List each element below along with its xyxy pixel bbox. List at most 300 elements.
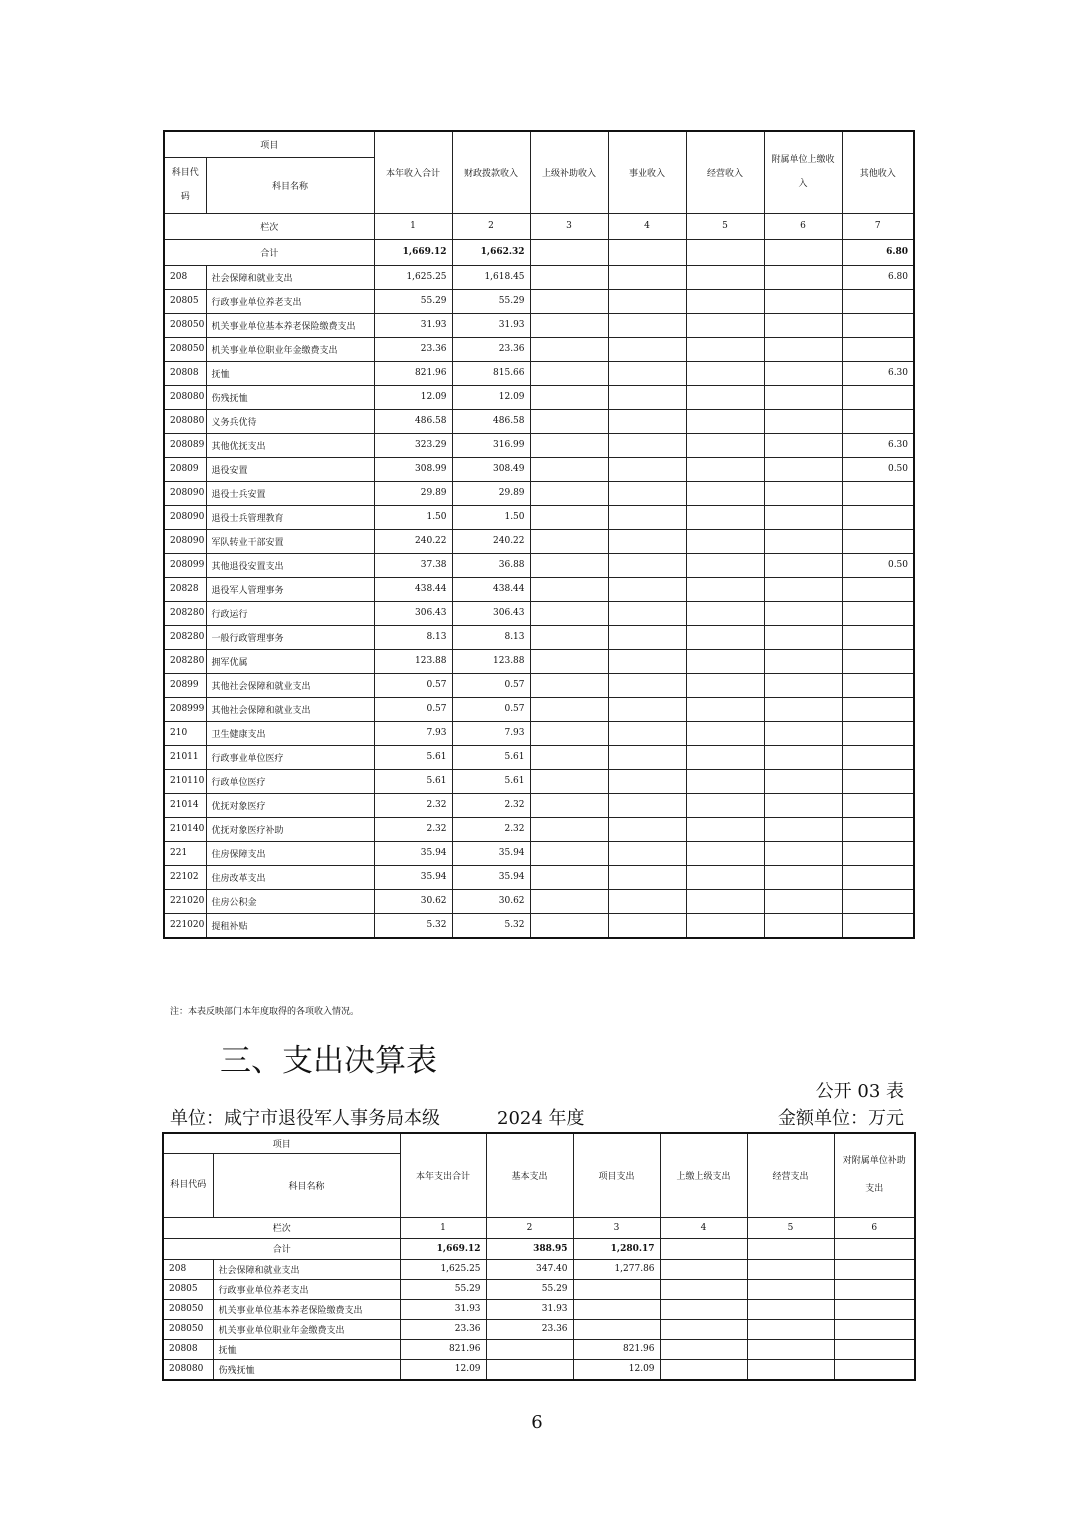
- row-value: 35.94: [374, 865, 452, 889]
- row-value: [573, 1279, 660, 1299]
- row-value-empty: [608, 433, 686, 457]
- row-value-empty: [764, 337, 842, 361]
- row-value: [842, 409, 914, 433]
- row-value: 306.43: [452, 601, 530, 625]
- row-value-empty: [764, 649, 842, 673]
- row-value-empty: [686, 865, 764, 889]
- row-value: 821.96: [573, 1339, 660, 1359]
- row-value-empty: [764, 553, 842, 577]
- row-name: 住房改革支出: [206, 865, 374, 889]
- row-name: 抚恤: [213, 1339, 400, 1359]
- row-value: [842, 577, 914, 601]
- row-value-empty: [686, 457, 764, 481]
- header-name: 科目名称: [206, 157, 374, 213]
- header-col-6: 对附属单位补助支出: [834, 1133, 915, 1217]
- row-value-empty: [686, 721, 764, 745]
- row-value: 8.13: [374, 625, 452, 649]
- row-name: 伤残抚恤: [206, 385, 374, 409]
- row-name: 机关事业单位基本养老保险缴费支出: [206, 313, 374, 337]
- table-row: [164, 865, 914, 889]
- row-value: 8.13: [452, 625, 530, 649]
- row-value-empty: [608, 769, 686, 793]
- total-value: 388.95: [486, 1238, 573, 1259]
- row-value: [842, 505, 914, 529]
- row-value-empty: [530, 625, 608, 649]
- table-row: [164, 721, 914, 745]
- row-value-empty: [530, 433, 608, 457]
- row-value-empty: [530, 769, 608, 793]
- row-value-empty: [608, 649, 686, 673]
- table-row: [164, 697, 914, 721]
- row-value-empty: [764, 457, 842, 481]
- row-code: 208280: [164, 625, 206, 649]
- table-row: [164, 769, 914, 793]
- row-name: 优抚对象医疗补助: [206, 817, 374, 841]
- row-value-empty: [686, 889, 764, 913]
- table-row: [164, 385, 914, 409]
- table-row: [164, 817, 914, 841]
- row-value: 7.93: [452, 721, 530, 745]
- row-value-empty: [834, 1319, 915, 1339]
- row-value: 12.09: [452, 385, 530, 409]
- table-row: [163, 1299, 915, 1319]
- row-value: [842, 841, 914, 865]
- row-value-empty: [686, 697, 764, 721]
- row-value-empty: [608, 721, 686, 745]
- index-cell: 1: [374, 213, 452, 239]
- index-cell: 6: [834, 1217, 915, 1238]
- header-col-5: 经营支出: [747, 1133, 834, 1217]
- table-row: [164, 481, 914, 505]
- row-value-empty: [834, 1299, 915, 1319]
- row-value: [573, 1299, 660, 1319]
- header-col-4: 事业收入: [608, 131, 686, 213]
- header-name: 科目名称: [213, 1153, 400, 1217]
- expenditure-table: [162, 1132, 916, 1381]
- row-value: 2.32: [374, 817, 452, 841]
- row-value-empty: [608, 793, 686, 817]
- row-value-empty: [608, 457, 686, 481]
- row-value-empty: [530, 289, 608, 313]
- header-code: 科目代码: [163, 1153, 213, 1217]
- row-value-empty: [608, 361, 686, 385]
- row-code: 208089: [164, 433, 206, 457]
- row-value-empty: [608, 505, 686, 529]
- row-value: [842, 337, 914, 361]
- row-value: 5.32: [374, 913, 452, 938]
- row-value: [842, 697, 914, 721]
- row-value-empty: [747, 1359, 834, 1380]
- row-value-empty: [686, 529, 764, 553]
- row-value: 308.99: [374, 457, 452, 481]
- row-code: 208090: [164, 481, 206, 505]
- table-row: [164, 649, 914, 673]
- row-name: 提租补贴: [206, 913, 374, 938]
- row-value-empty: [686, 841, 764, 865]
- total-value: 1,669.12: [374, 239, 452, 265]
- row-value-empty: [608, 817, 686, 841]
- row-value: [842, 481, 914, 505]
- table-row: [164, 337, 914, 361]
- row-value: 31.93: [452, 313, 530, 337]
- row-value: 31.93: [374, 313, 452, 337]
- row-value-empty: [686, 769, 764, 793]
- table-row: [164, 361, 914, 385]
- row-value-empty: [686, 289, 764, 313]
- row-value: 37.38: [374, 553, 452, 577]
- table-row: [164, 793, 914, 817]
- table-row: [164, 409, 914, 433]
- row-value: 1.50: [374, 505, 452, 529]
- table-row: [164, 913, 914, 938]
- row-value-empty: [686, 313, 764, 337]
- row-code: 221: [164, 841, 206, 865]
- row-value-empty: [686, 553, 764, 577]
- row-value-empty: [764, 289, 842, 313]
- row-name: 退役士兵安置: [206, 481, 374, 505]
- index-cell: 4: [660, 1217, 747, 1238]
- row-value: 6.30: [842, 433, 914, 457]
- row-code: 208099: [164, 553, 206, 577]
- row-value-empty: [608, 385, 686, 409]
- index-cell: 5: [747, 1217, 834, 1238]
- table-row: [164, 553, 914, 577]
- row-value: 29.89: [374, 481, 452, 505]
- row-value-empty: [530, 673, 608, 697]
- row-code: 21014: [164, 793, 206, 817]
- page-number: 6: [531, 1412, 543, 1433]
- row-value: 55.29: [486, 1279, 573, 1299]
- row-value: 2.32: [452, 817, 530, 841]
- row-value-empty: [608, 745, 686, 769]
- row-name: 抚恤: [206, 361, 374, 385]
- row-value-empty: [686, 577, 764, 601]
- table-row: [164, 745, 914, 769]
- row-value-empty: [764, 433, 842, 457]
- row-value-empty: [608, 409, 686, 433]
- row-value: 6.80: [842, 265, 914, 289]
- row-value: 240.22: [452, 529, 530, 553]
- header-col-7: 其他收入: [842, 131, 914, 213]
- row-code: 208080: [163, 1359, 213, 1380]
- row-value-empty: [530, 745, 608, 769]
- row-value: [842, 913, 914, 938]
- row-value-empty: [764, 625, 842, 649]
- row-value: 1,277.86: [573, 1259, 660, 1279]
- table-row: [163, 1319, 915, 1339]
- section-title: 三、支出决算表: [220, 1043, 437, 1079]
- row-name: 其他退役安置支出: [206, 553, 374, 577]
- row-value: 1.50: [452, 505, 530, 529]
- row-code: 208080: [164, 385, 206, 409]
- header-col-2: 基本支出: [486, 1133, 573, 1217]
- total-value: [530, 239, 608, 265]
- row-value: 31.93: [486, 1299, 573, 1319]
- row-code: 21011: [164, 745, 206, 769]
- row-value-empty: [686, 913, 764, 938]
- row-name: 优抚对象医疗: [206, 793, 374, 817]
- total-value: [764, 239, 842, 265]
- row-value-empty: [530, 601, 608, 625]
- row-code: 210140: [164, 817, 206, 841]
- row-value-empty: [764, 313, 842, 337]
- row-value-empty: [686, 625, 764, 649]
- row-value-empty: [764, 529, 842, 553]
- row-value-empty: [608, 577, 686, 601]
- row-value: [842, 673, 914, 697]
- row-value: [842, 529, 914, 553]
- index-cell: 2: [452, 213, 530, 239]
- row-code: 20808: [164, 361, 206, 385]
- index-cell: 2: [486, 1217, 573, 1238]
- row-value: 486.58: [452, 409, 530, 433]
- row-value: [842, 865, 914, 889]
- header-item: 项目: [163, 1133, 400, 1153]
- row-value-empty: [530, 553, 608, 577]
- row-value-empty: [686, 793, 764, 817]
- row-code: 208280: [164, 601, 206, 625]
- row-value: 23.36: [452, 337, 530, 361]
- row-value: 29.89: [452, 481, 530, 505]
- row-value: 5.61: [452, 769, 530, 793]
- row-value-empty: [660, 1259, 747, 1279]
- table-row: [164, 265, 914, 289]
- row-value-empty: [686, 505, 764, 529]
- total-label: 合计: [163, 1238, 400, 1259]
- row-value-empty: [764, 481, 842, 505]
- row-name: 卫生健康支出: [206, 721, 374, 745]
- row-code: 208: [164, 265, 206, 289]
- row-value-empty: [530, 529, 608, 553]
- row-value-empty: [530, 649, 608, 673]
- table-row: [164, 433, 914, 457]
- row-value-empty: [608, 697, 686, 721]
- row-name: 伤残抚恤: [213, 1359, 400, 1380]
- row-value: [842, 769, 914, 793]
- row-value: 5.61: [452, 745, 530, 769]
- year-label: 2024 年度: [497, 1108, 585, 1129]
- row-value-empty: [660, 1319, 747, 1339]
- row-value: 5.61: [374, 769, 452, 793]
- row-value: [573, 1319, 660, 1339]
- table-row: [163, 1359, 915, 1380]
- row-value: 347.40: [486, 1259, 573, 1279]
- row-code: 208: [163, 1259, 213, 1279]
- row-name: 住房公积金: [206, 889, 374, 913]
- row-value: 438.44: [452, 577, 530, 601]
- row-value-empty: [530, 409, 608, 433]
- row-value-empty: [764, 769, 842, 793]
- index-cell: 7: [842, 213, 914, 239]
- row-name: 社会保障和就业支出: [213, 1259, 400, 1279]
- row-name: 拥军优属: [206, 649, 374, 673]
- row-code: 208999: [164, 697, 206, 721]
- row-value: [842, 313, 914, 337]
- total-value: [660, 1238, 747, 1259]
- row-value-empty: [530, 841, 608, 865]
- row-code: 208050: [163, 1319, 213, 1339]
- table-row: [164, 889, 914, 913]
- row-value-empty: [764, 817, 842, 841]
- total-value: [747, 1238, 834, 1259]
- row-value-empty: [834, 1359, 915, 1380]
- row-value-empty: [764, 913, 842, 938]
- row-value-empty: [747, 1319, 834, 1339]
- row-name: 机关事业单位职业年金缴费支出: [213, 1319, 400, 1339]
- row-value: 6.30: [842, 361, 914, 385]
- row-value: 2.32: [452, 793, 530, 817]
- row-value-empty: [834, 1279, 915, 1299]
- row-value: 5.32: [452, 913, 530, 938]
- row-value-empty: [608, 625, 686, 649]
- row-value-empty: [608, 481, 686, 505]
- row-value: 316.99: [452, 433, 530, 457]
- row-value: 0.50: [842, 553, 914, 577]
- row-value-empty: [530, 577, 608, 601]
- total-value: 1,280.17: [573, 1238, 660, 1259]
- row-value-empty: [530, 361, 608, 385]
- row-value-empty: [530, 889, 608, 913]
- row-value: 323.29: [374, 433, 452, 457]
- total-label: 合计: [164, 239, 374, 265]
- row-value-empty: [608, 913, 686, 938]
- index-cell: 5: [686, 213, 764, 239]
- row-value-empty: [686, 337, 764, 361]
- table-row: [164, 577, 914, 601]
- row-value: 12.09: [573, 1359, 660, 1380]
- row-value: 308.49: [452, 457, 530, 481]
- row-name: 其他社会保障和就业支出: [206, 697, 374, 721]
- row-value-empty: [660, 1299, 747, 1319]
- header-code: 科目代码: [164, 157, 206, 213]
- row-name: 军队转业干部安置: [206, 529, 374, 553]
- index-label: 栏次: [164, 213, 374, 239]
- row-value-empty: [530, 865, 608, 889]
- table-row: [164, 601, 914, 625]
- row-name: 其他社会保障和就业支出: [206, 673, 374, 697]
- row-code: 208050: [164, 337, 206, 361]
- row-value-empty: [686, 601, 764, 625]
- row-code: 20808: [163, 1339, 213, 1359]
- row-code: 208080: [164, 409, 206, 433]
- row-value: [842, 601, 914, 625]
- table-row: [164, 673, 914, 697]
- row-value-empty: [747, 1279, 834, 1299]
- row-value-empty: [530, 817, 608, 841]
- row-code: 210110: [164, 769, 206, 793]
- row-code: 210: [164, 721, 206, 745]
- row-value: 821.96: [400, 1339, 486, 1359]
- row-value-empty: [660, 1339, 747, 1359]
- row-value: 35.94: [452, 865, 530, 889]
- row-value: [842, 289, 914, 313]
- row-value-empty: [686, 385, 764, 409]
- total-value: 1,669.12: [400, 1238, 486, 1259]
- index-cell: 1: [400, 1217, 486, 1238]
- total-value: 6.80: [842, 239, 914, 265]
- total-value: [834, 1238, 915, 1259]
- unit-label: 单位：咸宁市退役军人事务局本级: [170, 1108, 440, 1129]
- row-value-empty: [764, 385, 842, 409]
- row-value-empty: [530, 505, 608, 529]
- index-cell: 3: [573, 1217, 660, 1238]
- row-code: 20828: [164, 577, 206, 601]
- row-value: 55.29: [400, 1279, 486, 1299]
- row-value: [486, 1339, 573, 1359]
- money-unit-label: 金额单位：万元: [778, 1108, 904, 1129]
- row-value-empty: [747, 1339, 834, 1359]
- row-value-empty: [686, 673, 764, 697]
- header-col-3: 上级补助收入: [530, 131, 608, 213]
- row-value-empty: [530, 913, 608, 938]
- row-value-empty: [764, 793, 842, 817]
- index-label: 栏次: [163, 1217, 400, 1238]
- total-value: 1,662.32: [452, 239, 530, 265]
- row-value: 0.57: [374, 697, 452, 721]
- row-value-empty: [834, 1339, 915, 1359]
- expenditure-table-body: [163, 1259, 915, 1380]
- row-value-empty: [764, 265, 842, 289]
- table-row: [163, 1339, 915, 1359]
- row-name: 行政事业单位养老支出: [213, 1279, 400, 1299]
- row-value-empty: [530, 337, 608, 361]
- row-value-empty: [747, 1299, 834, 1319]
- header-col-4: 上缴上级支出: [660, 1133, 747, 1217]
- row-value-empty: [686, 361, 764, 385]
- row-value-empty: [764, 577, 842, 601]
- row-value-empty: [686, 433, 764, 457]
- row-value: [842, 385, 914, 409]
- row-value-empty: [764, 361, 842, 385]
- row-value: [842, 793, 914, 817]
- row-value: 23.36: [374, 337, 452, 361]
- table-note: 注：本表反映部门本年度取得的各项收入情况。: [170, 1007, 360, 1017]
- row-value: 0.50: [842, 457, 914, 481]
- row-value-empty: [608, 529, 686, 553]
- row-value-empty: [686, 409, 764, 433]
- row-value: 1,625.25: [400, 1259, 486, 1279]
- row-value-empty: [530, 697, 608, 721]
- row-code: 221020: [164, 889, 206, 913]
- row-value-empty: [608, 865, 686, 889]
- row-code: 208280: [164, 649, 206, 673]
- row-value: 55.29: [374, 289, 452, 313]
- row-value-empty: [530, 457, 608, 481]
- row-value-empty: [747, 1259, 834, 1279]
- row-value-empty: [608, 601, 686, 625]
- row-value: 0.57: [452, 673, 530, 697]
- row-name: 社会保障和就业支出: [206, 265, 374, 289]
- income-table-body: [164, 265, 914, 938]
- row-value: [842, 745, 914, 769]
- row-value-empty: [764, 697, 842, 721]
- row-value-empty: [608, 553, 686, 577]
- row-name: 行政事业单位养老支出: [206, 289, 374, 313]
- row-value-empty: [530, 313, 608, 337]
- row-name: 退役安置: [206, 457, 374, 481]
- row-value: 5.61: [374, 745, 452, 769]
- table-row: [163, 1279, 915, 1299]
- row-value-empty: [686, 481, 764, 505]
- row-value: 815.66: [452, 361, 530, 385]
- row-value: 0.57: [374, 673, 452, 697]
- row-value: [842, 625, 914, 649]
- index-cell: 3: [530, 213, 608, 239]
- header-col-6: 附属单位上缴收入: [764, 131, 842, 213]
- table-row: [164, 505, 914, 529]
- row-value-empty: [660, 1359, 747, 1380]
- row-value: 7.93: [374, 721, 452, 745]
